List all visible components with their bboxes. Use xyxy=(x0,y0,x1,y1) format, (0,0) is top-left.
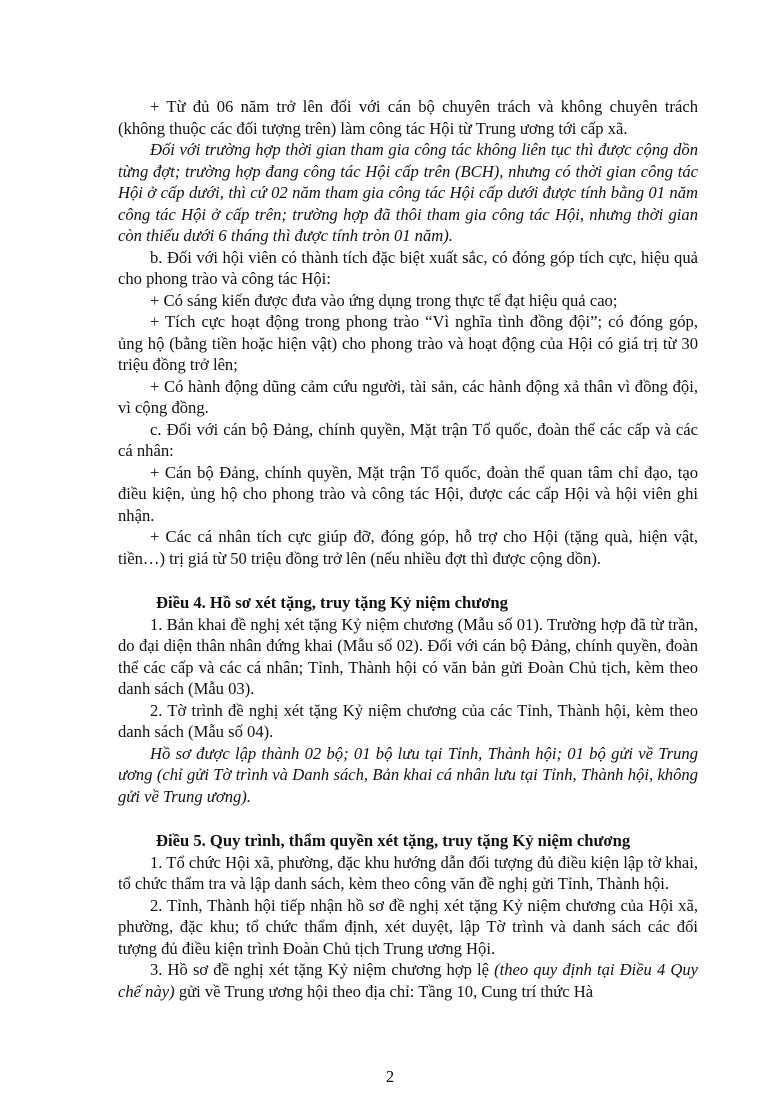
p3-end: gửi về Trung ương hội theo địa chỉ: Tầng 10, Cung trí thức Hà xyxy=(174,981,594,1001)
p3-italic-reference: (theo quy định tại Điều 4 Quy chế này) xyxy=(118,960,698,1001)
article-4-paragraph-2: 2. Tờ trình đề nghị xét tặng Kỷ niệm chương của các Tỉnh, Thành hội, kèm theo danh sách (Mẫu số 04). xyxy=(118,700,698,741)
italic-note-continuous-service: Đối với trường hợp thời gian tham gia công tác không liên tục thì được cộng dồn từng đợt; trường hợp đang công tác Hội cấp trên (BCH), nhưng có thời gian công tác Hội ở cấp dưới, thì cứ 02 năm tham gia công tác Hội cấp dưới được tính bằng 01 năm công tác Hội ở cấp trên; trường hợp đã thôi tham gia công tác Hội, nhưng thời gian còn thiếu dưới 6 tháng thì được tính tròn 01 năm). xyxy=(118,140,698,245)
article-4-paragraph-1: 1. Bản khai đề nghị xét tặng Kỷ niệm chương (Mẫu số 01). Trường hợp đã từ trần, do đại diện thân nhân đứng khai (Mẫu số 02). Đối với cán bộ Đảng, chính quyền, đoàn thể các cấp và các cá nhân; Tỉnh, Thành hội có văn bản gửi Đoàn Chủ tịch, kèm theo danh sách (Mẫu 03). xyxy=(118,614,698,698)
section-c-intro: c. Đối với cán bộ Đảng, chính quyền, Mặt trận Tổ quốc, đoàn thể các cấp và các cá nhân: xyxy=(118,419,698,460)
article-5-paragraph-2: 2. Tỉnh, Thành hội tiếp nhận hồ sơ đề nghị xét tặng Kỷ niệm chương của Hội xã, phường, đặc khu; tổ chức thẩm định, xét duyệt, lập Tờ trình và danh sách các đối tượng đủ điều kiện trình Đoàn Chủ tịch Trung ương Hội. xyxy=(118,895,698,958)
spacer xyxy=(118,569,698,590)
article-4-italic-note: Hồ sơ được lập thành 02 bộ; 01 bộ lưu tại Tỉnh, Thành hội; 01 bộ gửi về Trung ương (chỉ gửi Tờ trình và Danh sách, Bản khai cá nhân lưu tại Tỉnh, Thành hội, không gửi về Trung ương). xyxy=(118,743,698,806)
document-body xyxy=(118,96,698,1002)
section-b-intro: b. Đối với hội viên có thành tích đặc biệt xuất sắc, có đóng góp tích cực, hiệu quả cho phong trào và công tác Hội: xyxy=(118,247,698,288)
section-b-item: + Tích cực hoạt động trong phong trào “Vì nghĩa tình đồng đội”; có đóng góp, ủng hộ (bằng tiền hoặc hiện vật) cho phong trào và hoạt động của Hội có giá trị từ 30 triệu đồng trở lên; xyxy=(118,312,698,374)
section-c-item: + Các cá nhân tích cực giúp đỡ, đóng góp, hỗ trợ cho Hội (tặng quà, hiện vật, tiền…) trị giá từ 50 triệu đồng trở lên (nếu nhiều đợt thì được cộng dồn). xyxy=(118,527,698,568)
section-b-item: + Có sáng kiến được đưa vào ứng dụng trong thực tế đạt hiệu quả cao; xyxy=(150,290,618,310)
section-b-item: + Có hành động dũng cảm cứu người, tài sản, các hành động xả thân vì đồng đội, vì cộng đồng. xyxy=(118,376,698,417)
section-c-item: + Cán bộ Đảng, chính quyền, Mặt trận Tổ quốc, đoàn thể quan tâm chỉ đạo, tạo điều kiện, ủng hộ cho phong trào và công tác Hội, được các cấp Hội và hội viên ghi nhận. xyxy=(118,462,698,525)
plus-item-6-years: + Từ đủ 06 năm trở lên đối với cán bộ chuyên trách và không chuyên trách (không thuộc các đối tượng trên) làm công tác Hội từ Trung ương tới cấp xã. xyxy=(118,97,698,138)
spacer xyxy=(118,807,698,828)
article-5-heading: Điều 5. Quy trình, thẩm quyền xét tặng, truy tặng Kỷ niệm chương xyxy=(156,831,631,850)
article-4-heading: Điều 4. Hồ sơ xét tặng, truy tặng Kỷ niệm chương xyxy=(156,593,508,612)
page-number: 2 xyxy=(385,1067,395,1086)
p3-start: 3. Hồ sơ đề nghị xét tặng Kỷ niệm chương hợp lệ xyxy=(150,960,495,979)
article-5-paragraph-1: 1. Tổ chức Hội xã, phường, đặc khu hướng dẫn đối tượng đủ điều kiện lập tờ khai, tổ chức thẩm tra và lập danh sách, kèm theo công văn đề nghị gửi Tỉnh, Thành hội. xyxy=(118,852,698,893)
article-5-paragraph-3 xyxy=(118,959,698,1002)
